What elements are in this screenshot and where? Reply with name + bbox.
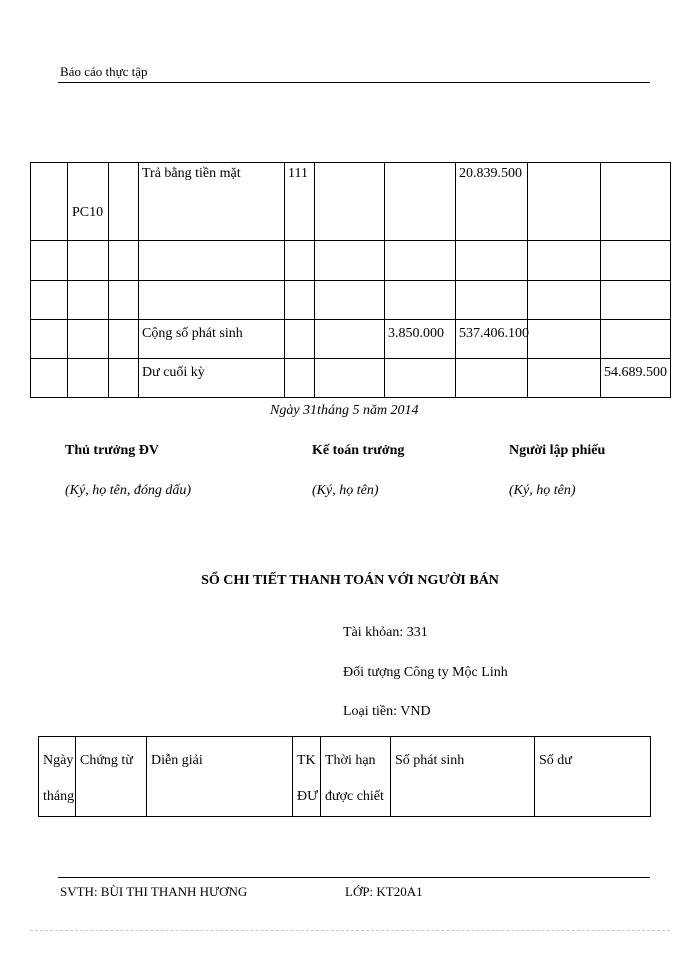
signature-title-director: Thủ trưởng ĐV bbox=[65, 443, 159, 458]
footer-student: SVTH: BÙI THI THANH HƯƠNG bbox=[60, 884, 248, 899]
ledger-continuation-table bbox=[30, 162, 671, 398]
table-row bbox=[31, 163, 671, 241]
credit-cell: 20.839.500 bbox=[456, 163, 528, 241]
footer-class: LỚP: KT20A1 bbox=[345, 884, 423, 899]
signature-note-preparer: (Ký, họ tên) bbox=[509, 483, 576, 498]
header-date: Ngày tháng bbox=[39, 737, 76, 817]
table-row bbox=[31, 320, 671, 359]
footer-rule bbox=[58, 877, 650, 878]
signature-title-chief-accountant: Kế toán trưởng bbox=[312, 443, 405, 458]
ledger-subject: Đối tượng Công ty Mộc Linh bbox=[343, 665, 508, 680]
header-account: TK ĐƯ bbox=[293, 737, 321, 817]
signature-note-director: (Ký, họ tên, đóng dấu) bbox=[65, 483, 191, 498]
account-cell: 111 bbox=[285, 163, 315, 241]
table-row bbox=[31, 241, 671, 281]
description-cell: Cộng số phát sinh bbox=[139, 320, 285, 359]
credit-cell: 537.406.100 bbox=[456, 320, 528, 359]
signature-note-chief-accountant: (Ký, họ tên) bbox=[312, 483, 379, 498]
ledger-account: Tài khỏan: 331 bbox=[343, 625, 428, 640]
ledger-header-table bbox=[38, 736, 651, 817]
header-term: Thời hạn được chiết bbox=[321, 737, 391, 817]
debit-cell: 3.850.000 bbox=[385, 320, 456, 359]
ledger-currency: Loại tiền: VND bbox=[343, 704, 431, 719]
report-date: Ngày 31tháng 5 năm 2014 bbox=[270, 403, 419, 418]
header-rule bbox=[58, 82, 650, 83]
description-cell: Dư cuối kỳ bbox=[139, 359, 285, 398]
debit-cell bbox=[385, 163, 456, 241]
page-break-line bbox=[30, 930, 670, 931]
voucher-cell: PC10 bbox=[68, 163, 109, 241]
page-header-title: Báo cáo thực tập bbox=[60, 64, 148, 79]
header-arising: Số phát sinh bbox=[391, 737, 535, 817]
table-row bbox=[39, 737, 651, 817]
table-row bbox=[31, 359, 671, 398]
description-cell: Trả bằng tiền mặt bbox=[139, 163, 285, 241]
signature-title-preparer: Người lập phiếu bbox=[509, 443, 606, 458]
balance-cell bbox=[601, 163, 671, 241]
header-balance: Số dư bbox=[535, 737, 651, 817]
header-voucher: Chứng từ bbox=[76, 737, 147, 817]
ledger-title: SỔ CHI TIẾT THANH TOÁN VỚI NGƯỜI BÁN bbox=[201, 573, 499, 588]
table-row bbox=[31, 281, 671, 320]
header-description: Diễn giải bbox=[147, 737, 293, 817]
balance-cell: 54.689.500 bbox=[601, 359, 671, 398]
